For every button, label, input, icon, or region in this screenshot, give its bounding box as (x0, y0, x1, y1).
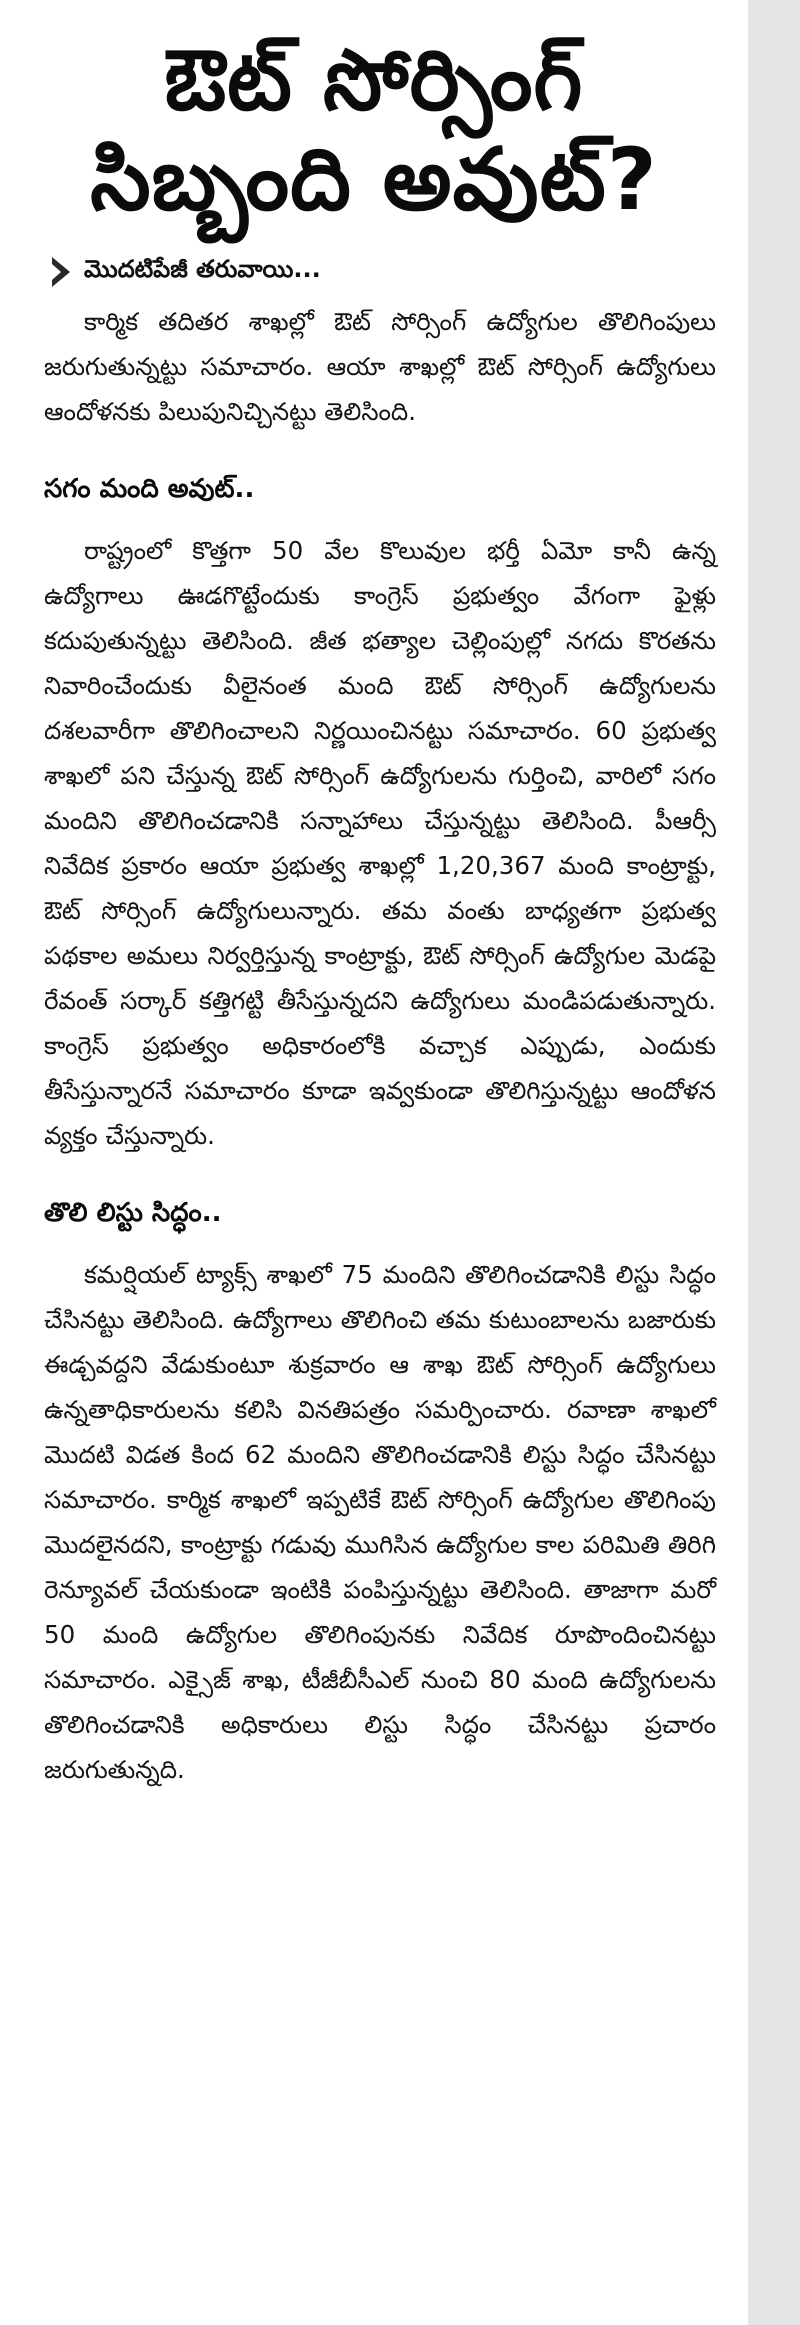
continuation-label: మొదటిపేజీ తరువాయి... (84, 255, 321, 284)
page-margin-strip (748, 0, 800, 2325)
headline-line-1: ఔట్ సోర్సింగ్ (164, 31, 584, 130)
subhead-first-list: తొలి లిస్టు సిద్ధం.. (44, 1198, 222, 1229)
subhead-half-out: సగం మంది అవుట్.. (44, 474, 255, 505)
intro-paragraph: కార్మిక తదితర శాఖల్లో ఔట్ సోర్సింగ్ ఉద్యోగుల తొలిగింపులు జరుగుతున్నట్టు సమాచారం. ఆయా శాఖల్లో ఔట్ సోర్సింగ్ ఉద్యోగులు ఆందోళనకు పిలుపునిచ్చినట్టు తెలిసింది. (44, 307, 716, 427)
section-1-paragraph: రాష్ట్రంలో కొత్తగా 50 వేల కొలువుల భర్తీ ఏమో కానీ ఉన్న ఉద్యోగాలు ఊడగొట్టేందుకు కాంగ్రెస్ ప్రభుత్వం వేగంగా ఫైళ్లు కదుపుతున్నట్టు తెలిసింది. జీత భత్యాల చెల్లింపుల్లో నగదు కొరతను నివారించేందుకు వీలైనంత మంది ఔట్ సోర్సింగ్ ఉద్యోగులను దశలవారీగా తొలిగించాలని నిర్ణయించినట్టు సమాచారం. 60 ప్రభుత్వ శాఖలో పని చేస్తున్న ఔట్ సోర్సింగ్ ఉద్యోగులను గుర్తించి, వారిలో సగం మందిని తొలిగించడానికి సన్నాహాలు చేస్తున్నట్టు తెలిసింది. పీఆర్సీ నివేదిక ప్రకారం ఆయా ప్రభుత్వ శాఖల్లో 1,20,367 మంది కాంట్రాక్టు, ఔట్ సోర్సింగ్ ఉద్యోగులున్నారు. తమ వంతు బాధ్యతగా ప్రభుత్వ పథకాల అమలు నిర్వర్తిస్తున్న కాంట్రాక్టు, ఔట్ సోర్సింగ్ ఉద్యోగుల మెడపై రేవంత్ సర్కార్ కత్తిగట్టి తీసేస్తున్నదని ఉద్యోగులు మండిపడుతున్నారు. కాంగ్రెస్ ప్రభుత్వం అధికారంలోకి వచ్చాక ఎప్పుడు, ఎందుకు తీసేస్తున్నారనే సమాచారం కూడా ఇవ్వకుండా తొలిగిస్తున్నట్టు ఆందోళన వ్యక్తం చేస్తున్నారు. (44, 536, 716, 1151)
continuation-note (50, 255, 748, 289)
headline-line-2: సిబ్బంది అవుట్? (90, 130, 658, 231)
section-2-body (44, 1252, 716, 1792)
section-2-paragraph: కమర్షియల్ ట్యాక్స్ శాఖలో 75 మందిని తొలిగించడానికి లిస్టు సిద్ధం చేసినట్టు తెలిసింది. ఉద్యోగాలు తొలిగించి తమ కుటుంబాలను బజారుకు ఈడ్చవద్దని వేడుకుంటూ శుక్రవారం ఆ శాఖ ఔట్ సోర్సింగ్ ఉద్యోగులు ఉన్నతాధికారులను కలిసి వినతిపత్రం సమర్పించారు. రవాణా శాఖలో మొదటి విడత కింద 62 మందిని తొలిగించడానికి లిస్టు సిద్ధం చేసినట్టు సమాచారం. కార్మిక శాఖలో ఇప్పటికే ఔట్ సోర్సింగ్ ఉద్యోగుల తొలిగింపు మొదలైనదని, కాంట్రాక్టు గడువు ముగిసిన ఉద్యోగుల కాల పరిమితి తిరిగి రెన్యూవల్ చేయకుండా ఇంటికి పంపిస్తున్నట్టు తెలిసింది. తాజాగా మరో 50 మంది ఉద్యోగుల తొలిగింపునకు నివేదిక రూపొందించినట్టు సమాచారం. ఎక్సైజ్ శాఖ, టీజీబీసీఎల్ నుంచి 80 మంది ఉద్యోగులను తొలిగించడానికి అధికారులు లిస్టు సిద్ధం చేసినట్టు ప్రచారం జరుగుతున్నది. (44, 1260, 716, 1785)
headline (0, 21, 748, 231)
article-body (44, 299, 716, 434)
chevron-right-icon (50, 255, 72, 289)
section-1-body (44, 528, 716, 1158)
